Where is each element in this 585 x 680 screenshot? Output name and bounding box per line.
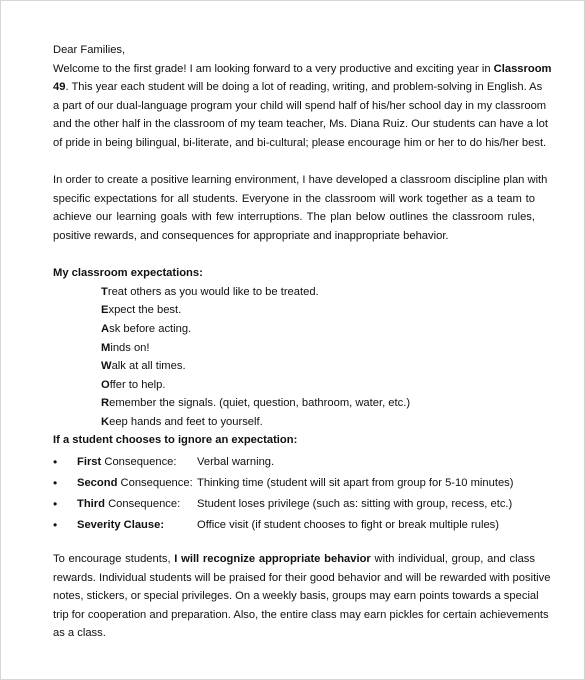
expectation-text: reat others as you would like to be treated. bbox=[107, 285, 319, 298]
expectation-item bbox=[53, 413, 535, 432]
text-run: positive rewards, and consequences for appropriate and inappropriate behavior. bbox=[53, 229, 449, 242]
consequence-label: Consequence: bbox=[101, 456, 177, 469]
text-run: trip for cooperation and preparation. Also, the entire class may earn pickles for certain achievements bbox=[53, 608, 549, 621]
consequence-item bbox=[53, 452, 535, 473]
text-run: rewards. Individual students will be praised for their good behavior and will be rewarded with positive bbox=[53, 571, 551, 584]
greeting: Dear Families, bbox=[53, 44, 126, 56]
expectation-text: emember the signals. (quiet, question, bathroom, water, etc.) bbox=[109, 397, 411, 410]
text-line bbox=[53, 134, 547, 153]
consequences-list bbox=[53, 450, 535, 536]
text-run: In order to create a positive learning environment, I have developed a classroom discipline plan with bbox=[53, 174, 548, 187]
consequence-ordinal: First bbox=[77, 456, 102, 469]
expectations-heading: My classroom expectations: bbox=[53, 267, 203, 280]
paragraph-rewards bbox=[53, 550, 551, 643]
consequence-label: Consequence: bbox=[117, 477, 193, 490]
expectation-text: eep hands and feet to yourself. bbox=[109, 415, 263, 428]
bullet-icon: • bbox=[53, 476, 58, 491]
expectation-item bbox=[53, 394, 535, 413]
text-line bbox=[53, 587, 539, 606]
bullet-icon: • bbox=[53, 455, 58, 470]
expectation-text: sk before acting. bbox=[109, 322, 192, 335]
text-run: To encourage students, bbox=[53, 553, 175, 566]
consequence-ordinal: Severity Clause: bbox=[77, 519, 165, 532]
consequence-item bbox=[53, 515, 535, 536]
paragraph-discipline-plan bbox=[53, 171, 548, 245]
text-line bbox=[53, 624, 535, 643]
paragraph-welcome bbox=[53, 60, 552, 153]
text-line bbox=[53, 550, 535, 569]
letter-body bbox=[53, 41, 552, 643]
text-run: achieve our learning goals with few interruptions. The plan below outlines the classroom rules, bbox=[53, 211, 535, 224]
consequence-name bbox=[77, 473, 193, 494]
consequence-item bbox=[53, 473, 535, 494]
text-line bbox=[53, 606, 549, 625]
text-line bbox=[53, 60, 552, 79]
expectation-item bbox=[53, 301, 535, 320]
expectations-list bbox=[53, 283, 535, 432]
consequence-description: Verbal warning. bbox=[197, 456, 275, 469]
expectation-text: xpect the best. bbox=[108, 304, 182, 317]
text-run: as a class. bbox=[53, 627, 106, 640]
expectation-item bbox=[53, 320, 535, 339]
text-run: of pride in being bilingual, bi-literate, and bi-cultural; please encourage him or her to do his/her best. bbox=[53, 136, 547, 149]
text-line bbox=[53, 97, 547, 116]
expectation-initial: M bbox=[101, 341, 111, 354]
text-run: notes, stickers, or special privileges. On a weekly basis, groups may earn points towards a special bbox=[53, 590, 539, 603]
text-line bbox=[53, 115, 548, 134]
expectation-item bbox=[53, 339, 535, 358]
text-line bbox=[53, 171, 548, 190]
expectation-item bbox=[53, 283, 535, 302]
text-run: specific expectations for all students. Everyone in the classroom will work together as a team to bbox=[53, 192, 535, 205]
expectation-text: ffer to help. bbox=[109, 378, 166, 391]
expectation-initial: K bbox=[101, 415, 110, 428]
expectation-initial: R bbox=[101, 397, 110, 410]
consequence-description: Thinking time (student will sit apart from group for 5-10 minutes) bbox=[197, 477, 514, 490]
expectation-initial: W bbox=[101, 360, 112, 373]
expectation-initial: T bbox=[101, 285, 108, 298]
expectation-initial: A bbox=[101, 322, 110, 335]
bullet-icon: • bbox=[53, 518, 58, 533]
consequence-ordinal: Second bbox=[77, 477, 118, 490]
text-run: a part of our dual-language program your child will spend half of his/her school day in my classroom bbox=[53, 99, 547, 112]
consequence-label: Consequence: bbox=[104, 498, 181, 511]
text-run: . This year each student will be doing a lot of reading, writing, and problem-solving in English. As bbox=[65, 81, 543, 94]
expectation-item bbox=[53, 357, 535, 376]
expectation-initial: E bbox=[101, 304, 109, 317]
text-run: Welcome to the first grade! I am looking forward to a very productive and exciting year in bbox=[53, 62, 494, 75]
consequence-name bbox=[77, 515, 164, 536]
consequence-item bbox=[53, 494, 535, 515]
consequence-heading: If a student chooses to ignore an expectation: bbox=[53, 434, 298, 447]
expectation-text: inds on! bbox=[110, 341, 150, 354]
text-run: with individual, group, and class bbox=[370, 553, 535, 566]
text-line bbox=[53, 208, 535, 227]
text-line bbox=[53, 227, 535, 246]
text-run: Classroom bbox=[493, 62, 552, 75]
text-run: and the other half in the classroom of my team teacher, Ms. Diana Ruiz. Our students can have a lot bbox=[53, 118, 548, 131]
consequence-name bbox=[77, 494, 180, 515]
consequence-description: Office visit (if student chooses to fight or break multiple rules) bbox=[197, 519, 499, 532]
expectation-initial: O bbox=[101, 378, 110, 391]
text-run: 49 bbox=[53, 81, 66, 94]
bullet-icon: • bbox=[53, 497, 58, 512]
consequence-ordinal: Third bbox=[77, 498, 105, 511]
text-line bbox=[53, 78, 543, 97]
text-line bbox=[53, 190, 535, 209]
text-run: I will recognize appropriate behavior bbox=[174, 553, 371, 566]
expectation-text: alk at all times. bbox=[111, 360, 186, 373]
expectation-item bbox=[53, 376, 535, 395]
consequence-name bbox=[77, 452, 177, 473]
text-line bbox=[53, 569, 551, 588]
consequence-description: Student loses privilege (such as: sitting with group, recess, etc.) bbox=[197, 498, 513, 511]
